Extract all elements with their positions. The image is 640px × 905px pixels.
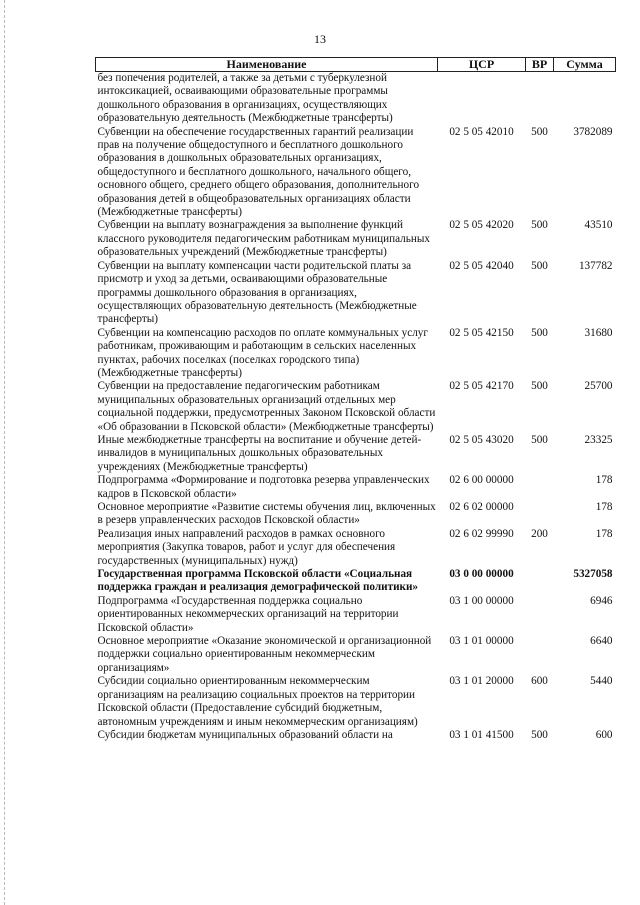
row-sum: 5440: [590, 675, 613, 688]
row-sum: 23325: [584, 433, 613, 446]
row-vr: 500: [531, 259, 548, 272]
row-vr: [526, 595, 554, 635]
row-sum: 137782: [578, 259, 613, 272]
table-row: [96, 327, 616, 381]
row-csr: 03 0 00 00000: [449, 568, 514, 581]
row-sum: 43510: [584, 219, 613, 232]
row-vr: [526, 501, 554, 528]
scan-edge: [4, 0, 6, 905]
table-row: [96, 729, 616, 742]
row-name: Субвенции на компенсацию расходов по оплате коммунальных услуг работникам, проживающим и работающим в сельских населенных пунктах, рабочих поселках (поселках городского типа) (Межбюджетные трансферты): [97, 326, 428, 379]
row-vr: [526, 568, 554, 595]
row-csr: 02 5 05 42150: [449, 326, 514, 339]
table-row: [96, 380, 616, 434]
row-csr: 02 5 05 42170: [449, 380, 514, 393]
row-sum: 6640: [590, 635, 613, 648]
table-row: [96, 595, 616, 635]
table-row: [96, 474, 616, 501]
table-row: [96, 675, 616, 729]
row-vr: 200: [531, 527, 548, 540]
row-csr: 02 6 00 00000: [449, 474, 514, 487]
row-sum: 25700: [584, 380, 613, 393]
row-sum: [554, 72, 616, 126]
row-vr: 500: [531, 433, 548, 446]
row-csr: 03 1 01 00000: [449, 635, 514, 648]
row-sum: 3782089: [573, 125, 613, 138]
row-csr: 02 5 05 43020: [449, 433, 514, 446]
row-vr: 500: [531, 380, 548, 393]
row-name: без попечения родителей, а также за детьми с туберкулезной интоксикацией, осваивающими образовательные программы дошкольного образования в организациях, осуществляющих образовательную деятельность (Межбюджетные трансферты): [97, 72, 393, 125]
row-vr: 600: [531, 675, 548, 688]
table-row: [96, 219, 616, 259]
row-name: Подпрограмма «Государственная поддержка социально ориентированных некоммерческих организаций на территории Псковской области»: [97, 594, 399, 634]
row-name: Субвенции на выплату вознаграждения за выполнение функций классного руководителя педагогическим работникам муниципальных образовательных учреждений (Межбюджетные трансферты): [97, 219, 430, 259]
table-row: [96, 635, 616, 675]
row-name: Субвенции на выплату компенсации части родительской платы за присмотр и уход за детьми, осваивающими образовательные программы дошкольного образования в организациях, осуществляющих образовательную деятельность (Межбюджетные трансферты): [97, 259, 417, 326]
table-row: [96, 568, 616, 595]
row-csr: 02 5 05 42040: [449, 259, 514, 272]
row-csr: 02 5 05 42010: [449, 125, 514, 138]
table-row: [96, 434, 616, 474]
row-sum: 178: [595, 501, 613, 513]
row-vr: 500: [531, 125, 548, 138]
row-name: Основное мероприятие «Оказание экономической и организационной поддержки социально ориентированным некоммерческим организациям»: [97, 635, 432, 674]
row-vr: 500: [531, 728, 548, 741]
table-body: [96, 72, 616, 743]
row-sum: 5327058: [573, 568, 613, 581]
header-sum: Сумма: [554, 58, 616, 72]
row-sum: 178: [595, 527, 613, 540]
row-csr: 03 1 00 00000: [449, 594, 514, 607]
row-sum: 178: [595, 474, 613, 487]
header-csr: ЦСР: [438, 58, 526, 72]
row-name: Иные межбюджетные трансферты на воспитание и обучение детей-инвалидов в муниципальных дошкольных образовательных учреждениях (Межбюджетные трансферты): [97, 433, 422, 473]
row-name: Основное мероприятие «Развитие системы обучения лиц, включенных в резерв управленческих расходов Псковской области»: [97, 501, 436, 527]
row-name: Подпрограмма «Формирование и подготовка резерва управленческих кадров в Псковской области»: [97, 474, 430, 500]
header-vr: ВР: [526, 58, 554, 72]
table-row: [96, 260, 616, 327]
page-number: 13: [314, 32, 326, 46]
row-vr: 500: [531, 219, 548, 232]
row-csr: 02 5 05 42020: [449, 219, 514, 232]
row-sum: 600: [595, 728, 613, 741]
row-csr: [438, 72, 526, 126]
row-csr: 02 6 02 00000: [449, 501, 514, 513]
row-name: Субвенции на предоставление педагогическим работникам муниципальных образовательных организаций отдельных мер социальной поддержки, предусмотренных Законом Псковской области «Об образовании в Псковской области» (Межбюджетные трансферты): [97, 380, 436, 433]
header-name: Наименование: [96, 58, 438, 72]
row-name: Субсидии социально ориентированным некоммерческим организациям на реализацию социальных проектов на территории Псковской области (Предоставление субсидий бюджетным, автономным учреждениям и иным некоммерческим организациям): [97, 675, 418, 728]
row-sum: 31680: [584, 326, 613, 339]
row-name: Субвенции на обеспечение государственных гарантий реализации прав на получение общедоступного и бесплатного дошкольного образования в дошкольных образовательных организациях, общедоступного и бесплатного дошкольного, начального общего, основного общего, среднего общего образования, дополнительного образования детей в общеобразовательных организациях области (Межбюджетные трансферты): [97, 125, 420, 219]
table-header-row: [96, 58, 616, 72]
row-name: Государственная программа Псковской области «Социальная поддержка граждан и реализация демографической политики»: [97, 568, 419, 594]
row-vr: 500: [531, 326, 548, 339]
table-row: [96, 126, 616, 220]
table-row: [96, 72, 616, 126]
row-vr: [526, 474, 554, 501]
budget-table: [95, 57, 616, 742]
row-csr: 03 1 01 41500: [449, 728, 514, 741]
row-csr: 02 6 02 99990: [449, 527, 514, 540]
row-name: Реализация иных направлений расходов в рамках основного мероприятия (Закупка товаров, работ и услуг для обеспечения государственных (муниципальных) нужд): [97, 527, 396, 567]
row-csr: 03 1 01 20000: [449, 675, 514, 688]
table-row: [96, 528, 616, 568]
row-vr: [526, 72, 554, 126]
row-vr: [526, 635, 554, 675]
table-row: [96, 501, 616, 528]
row-sum: 6946: [590, 594, 613, 607]
row-name: Субсидии бюджетам муниципальных образований области на: [97, 728, 393, 741]
